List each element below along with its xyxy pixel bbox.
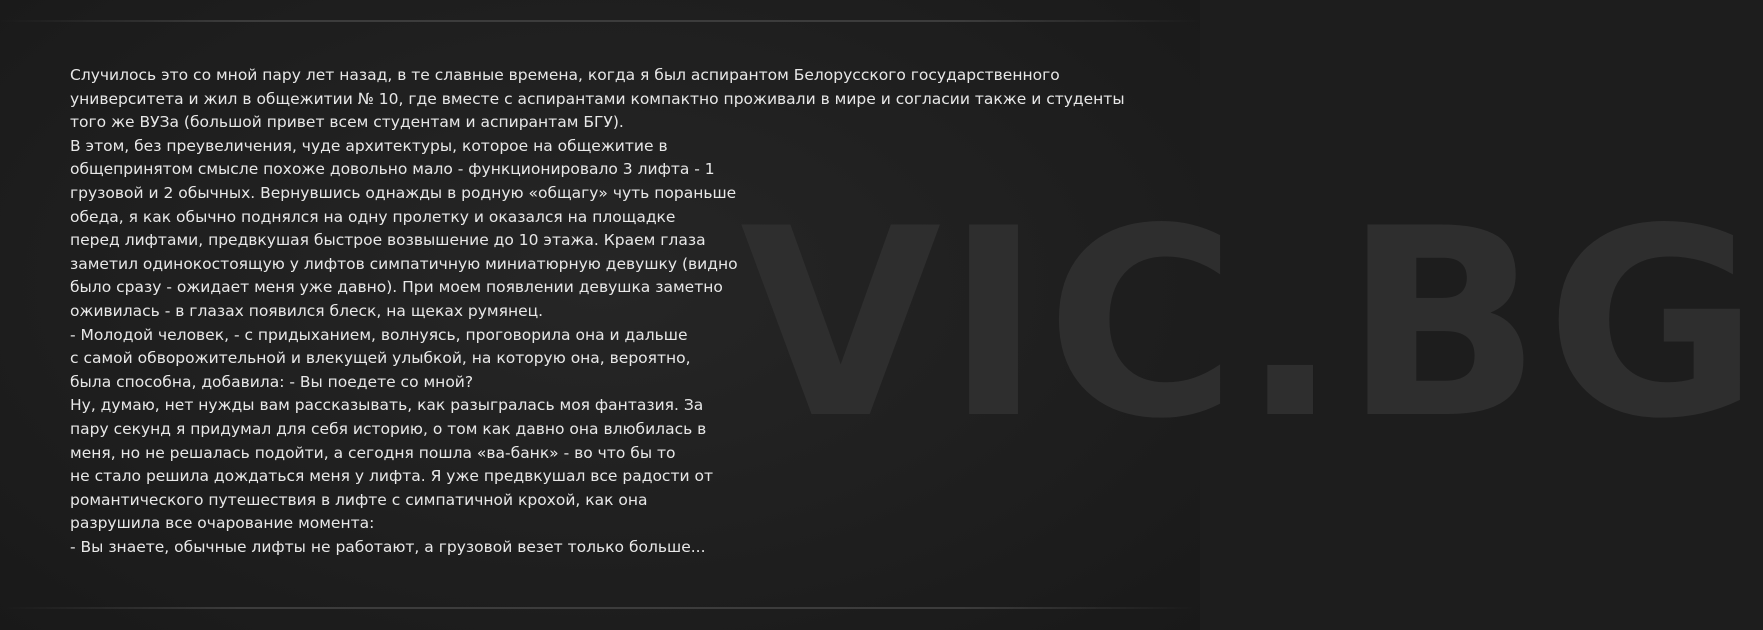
story-line: общепринятом смысле похоже довольно мало - функционировало 3 лифта - 1 <box>70 160 715 179</box>
story-line: Ну, думаю, нет нужды вам рассказывать, как разыгралась моя фантазия. За <box>70 396 704 415</box>
story-line: обеда, я как обычно поднялся на одну пролетку и оказался на площадке <box>70 207 676 226</box>
story-line: - Вы знаете, обычные лифты не работают, а грузовой везет только больше... <box>70 537 706 556</box>
watermark-logo: VIC.BG <box>740 174 1763 476</box>
story-line: В этом, без преувеличения, чуде архитектуры, которое на общежитие в <box>70 136 668 155</box>
story-line: разрушила все очарование момента: <box>70 514 375 533</box>
story-line: того же ВУЗа (большой привет всем студентам и аспирантам БГУ). <box>70 113 624 132</box>
story-line: заметил одинокостоящую у лифтов симпатичную миниатюрную девушку (видно <box>70 254 738 273</box>
story-line: была способна, добавила: - Вы поедете со мной? <box>70 372 474 391</box>
bottom-divider <box>0 607 1200 609</box>
story-text <box>70 64 1150 559</box>
top-divider <box>0 20 1200 22</box>
story-line: пару секунд я придумал для себя историю, о том как давно она влюбилась в <box>70 419 707 438</box>
story-line: с самой обворожительной и влекущей улыбкой, на которую она, вероятно, <box>70 349 691 368</box>
story-line: - Молодой человек, - с придыханием, волнуясь, проговорила она и дальше <box>70 325 688 344</box>
story-line: грузовой и 2 обычных. Вернувшись однажды в родную «общагу» чуть пораньше <box>70 183 737 202</box>
story-line: романтического путешествия в лифте с симпатичной крохой, как она <box>70 490 648 509</box>
story-line: Случилось это со мной пару лет назад, в те славные времена, когда я был аспирантом Белорусского государственного <box>70 66 1060 84</box>
story-line: университета и жил в общежитии № 10, где вместе с аспирантами компактно проживали в мире и согласии также и студенты <box>70 89 1125 108</box>
story-line: оживилась - в глазах появился блеск, на щеках румянец. <box>70 301 544 320</box>
story-line: перед лифтами, предвкушая быстрое возвышение до 10 этажа. Краем глаза <box>70 231 706 250</box>
story-line: не стало решила дождаться меня у лифта. Я уже предвкушал все радости от <box>70 467 714 486</box>
story-line: было сразу - ожидает меня уже давно). При моем появлении девушка заметно <box>70 278 723 297</box>
story-line: меня, но не решалась подойти, а сегодня пошла «ва-банк» - во что бы то <box>70 443 676 462</box>
